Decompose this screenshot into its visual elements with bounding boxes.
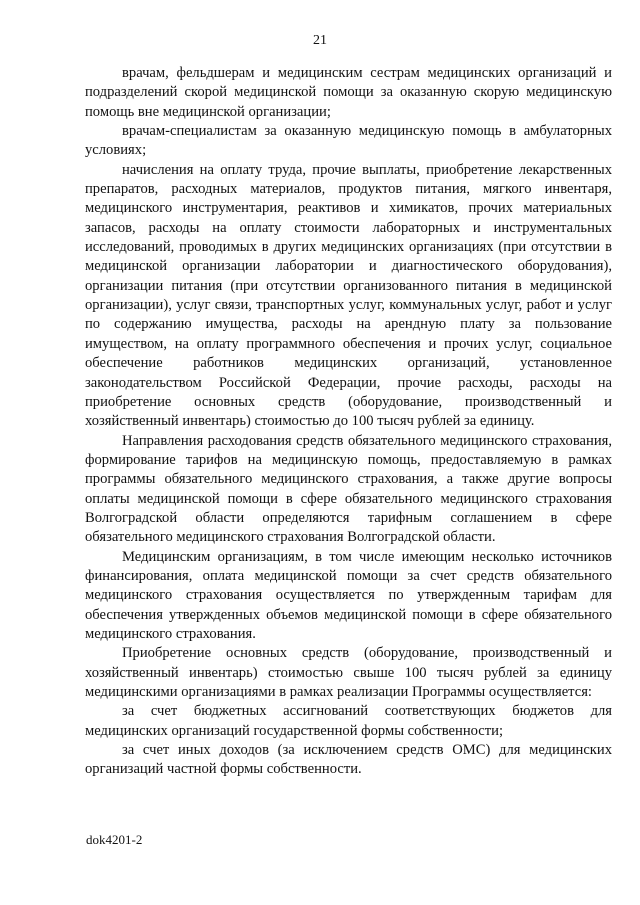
paragraph-other-income: за счет иных доходов (за исключением средств ОМС) для медицинских организаций частной формы собственности.	[85, 742, 612, 778]
paragraph-expenses-list: начисления на оплату труда, прочие выплаты, приобретение лекарственных препаратов, расходных материалов, продуктов питания, мягкого инвентаря, медицинского инструментария, реактивов и химикатов, прочих материальных запасов, расходы на оплату стоимости лабораторных и инструментальных исследований, проводимых в других медицинских организациях (при отсутствии в медицинской организации лаборатории и диагностического оборудования), организации питания (при отсутствии организованного питания в медицинской организации), услуг связи, транспортных услуг, коммунальных услуг, работ и услуг по содержанию имущества, расходы на арендную плату за пользование имуществом, на оплату программного обеспечения и прочих услуг, социальное обеспечение работников медицинских организаций, установленное законодательством Российской Федерации, прочие расходы, расходы на приобретение основных средств (оборудование, производственный и хозяйственный инвентарь) стоимостью до 100 тысяч рублей за единицу.	[85, 161, 612, 430]
paragraph-budget-funding: за счет бюджетных ассигнований соответствующих бюджетов для медицинских организаций государственной формы собственности;	[85, 703, 612, 739]
page-number: 21	[313, 33, 327, 48]
paragraph-oms-directions: Направления расходования средств обязательного медицинского страхования, формирование тарифов на медицинскую помощь, предоставляемую в рамках программы обязательного медицинского страхования, а также другие вопросы оплаты медицинской помощи в сфере обязательного медицинского страхования Волгоградской области определяются тарифным соглашением в сфере обязательного медицинского страхования Волгоградской области.	[85, 432, 612, 546]
paragraph-doctors-ambulance: врачам, фельдшерам и медицинским сестрам медицинских организаций и подразделений скорой медицинской помощи за оказанную скорую медицинскую помощь вне медицинской организации;	[85, 65, 612, 120]
paragraph-payment-organizations: Медицинским организациям, в том числе имеющим несколько источников финансирования, оплата медицинской помощи за счет средств обязательного медицинского страхования осуществляется по утвержденным тарифам для обеспечения утвержденных объемов медицинской помощи в сфере обязательного медицинского страхования.	[85, 548, 612, 642]
document-body	[85, 64, 612, 780]
paragraph-specialists: врачам-специалистам за оказанную медицинскую помощь в амбулаторных условиях;	[85, 123, 612, 159]
paragraph-fixed-assets: Приобретение основных средств (оборудование, производственный и хозяйственный инвентарь) стоимостью свыше 100 тысяч рублей за единицу медицинскими организациями в рамках реализации Программы осуществляется:	[85, 645, 612, 700]
document-code: dok4201-2	[86, 832, 143, 847]
